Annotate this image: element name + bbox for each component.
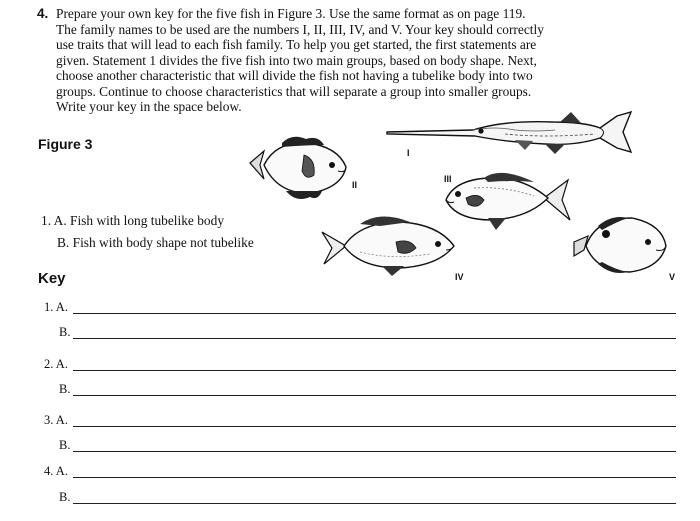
question-line: Write your key in the space below. bbox=[56, 99, 242, 114]
key-row-label: 2. A. bbox=[44, 357, 68, 371]
key-row-label: B. bbox=[59, 490, 71, 504]
key-row bbox=[0, 300, 700, 318]
key-title: Key bbox=[38, 270, 66, 287]
question-line: use traits that will lead to each fish family. To help you get started, the first statements are bbox=[56, 37, 537, 52]
key-row-label: 3. A. bbox=[44, 413, 68, 427]
question-number: 4. bbox=[37, 6, 49, 21]
statement-1b: B. Fish with body shape not tubelike bbox=[57, 235, 254, 250]
fish-iv-illustration bbox=[320, 212, 460, 278]
fish-iv-label: IV bbox=[455, 272, 464, 282]
answer-line[interactable] bbox=[73, 395, 676, 396]
key-row bbox=[0, 357, 700, 375]
question-line: given. Statement 1 divides the five fish into two main groups, based on body shape. Next, bbox=[56, 52, 537, 68]
key-row bbox=[0, 382, 700, 400]
fish-i-label: I bbox=[407, 148, 410, 158]
key-row-label: B. bbox=[59, 382, 71, 396]
fish-iii-label: III bbox=[444, 174, 452, 184]
question-line: choose another characteristic that will divide the fish not having a tubelike body into two bbox=[56, 68, 533, 83]
fish-ii-label: II bbox=[352, 180, 358, 190]
question-line: Prepare your own key for the five fish in Figure 3. Use the same format as on page 119. bbox=[56, 6, 526, 21]
key-row bbox=[0, 438, 700, 456]
answer-line[interactable] bbox=[73, 477, 676, 478]
fish-v-label: V bbox=[669, 272, 676, 282]
question-line: The family names to be used are the numbers I, II, III, IV, and V. Your key should correctly bbox=[56, 21, 544, 37]
answer-line[interactable] bbox=[73, 338, 676, 339]
key-row bbox=[0, 325, 700, 343]
key-row-label: 4. A. bbox=[44, 464, 68, 478]
answer-line[interactable] bbox=[73, 451, 676, 452]
key-row-label: 1. A. bbox=[44, 300, 68, 314]
answer-line[interactable] bbox=[73, 426, 676, 427]
answer-line[interactable] bbox=[73, 503, 676, 504]
key-row-label: B. bbox=[59, 438, 71, 452]
fish-ii-illustration bbox=[246, 135, 356, 205]
key-row bbox=[0, 490, 700, 508]
key-row bbox=[0, 464, 700, 482]
fish-v-illustration bbox=[572, 212, 672, 282]
fish-i-illustration bbox=[385, 108, 635, 158]
key-row bbox=[0, 413, 700, 431]
figure-title: Figure 3 bbox=[38, 136, 93, 152]
question-line: groups. Continue to choose characteristics that will separate a group into smaller groups. bbox=[56, 83, 532, 99]
answer-line[interactable] bbox=[73, 313, 676, 314]
fish-iii-illustration bbox=[444, 170, 574, 232]
statement-1a: 1. A. Fish with long tubelike body bbox=[41, 213, 225, 228]
answer-line[interactable] bbox=[73, 370, 676, 371]
key-row-label: B. bbox=[59, 325, 71, 339]
